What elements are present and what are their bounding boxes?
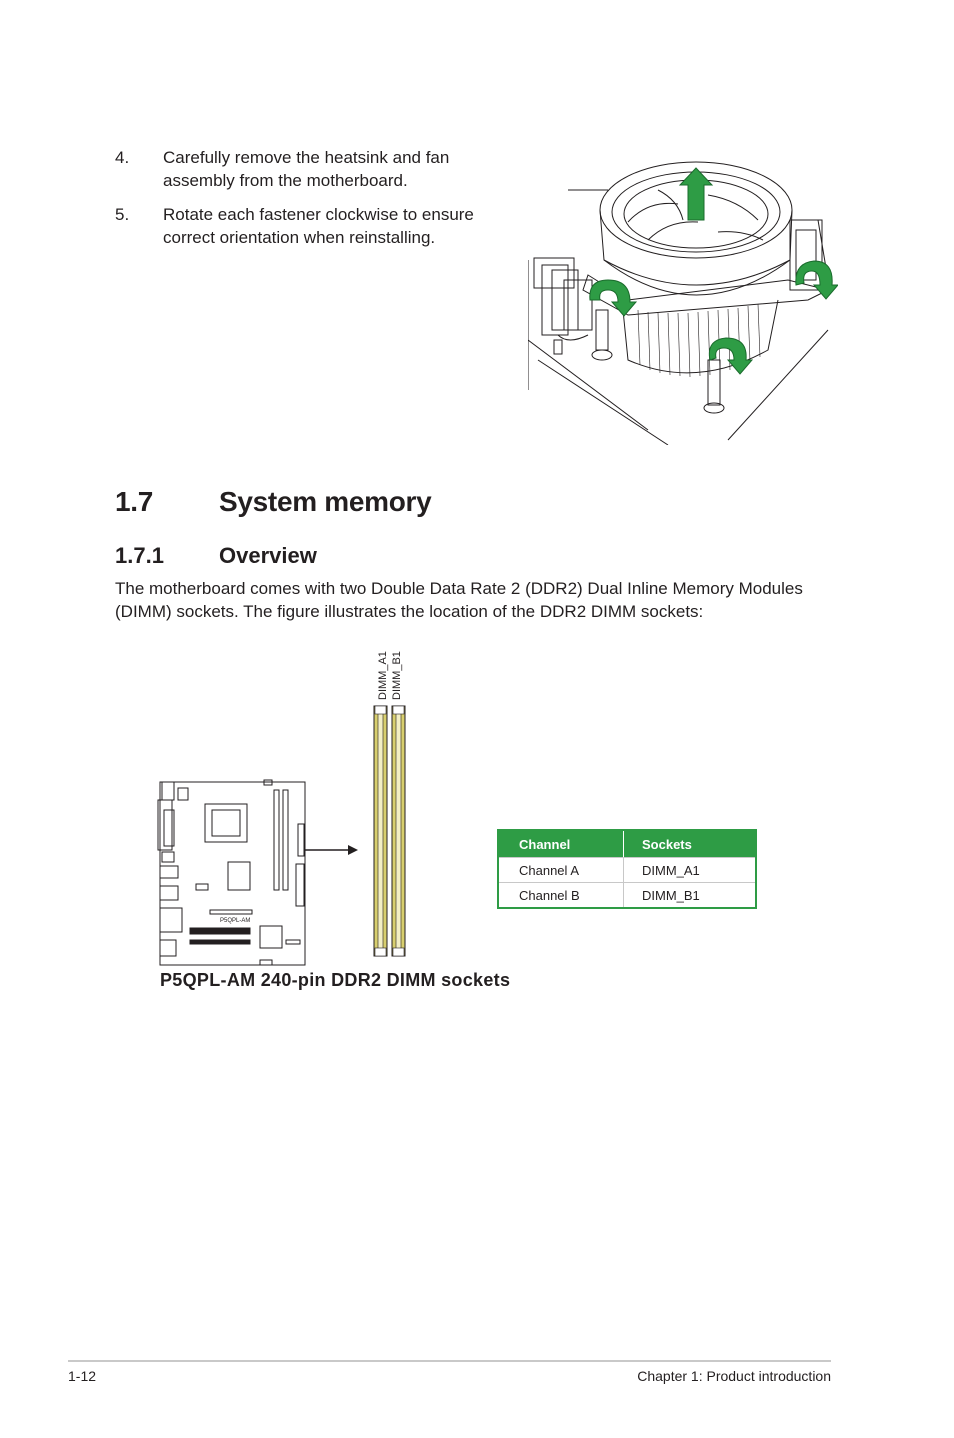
table-row [499, 882, 755, 907]
step-number: 4. [115, 148, 130, 167]
page-number: 1-12 [68, 1368, 97, 1384]
section-number: 1.7 [115, 486, 154, 517]
table-cell: DIMM_B1 [642, 887, 700, 903]
table-header-channel: Channel [499, 831, 624, 857]
heatsink-removal-illustration [528, 160, 838, 445]
slot-label-b1: DIMM_B1 [391, 651, 403, 700]
subsection-title: Overview [219, 543, 317, 568]
table-row [499, 857, 755, 882]
chapter-title: Chapter 1: Product introduction [637, 1368, 831, 1384]
table-cell: DIMM_A1 [642, 862, 700, 878]
step-text: Carefully remove the heatsink and fan assembly from the motherboard. [163, 148, 450, 190]
dimm-slot-b1 [392, 706, 405, 956]
overview-paragraph: The motherboard comes with two Double Data Rate 2 (DDR2) Dual Inline Memory Modules (DIMM) sockets. The figure illustrates the location of the DDR2 DIMM sockets: [115, 579, 803, 621]
footer-divider [68, 1360, 831, 1362]
table-cell: Channel B [499, 883, 624, 907]
table-header-sockets: Sockets [642, 836, 692, 852]
slot-label-a1: DIMM_A1 [377, 651, 389, 700]
section-title: System memory [219, 486, 432, 517]
figure-caption: P5QPL-AM 240-pin DDR2 DIMM sockets [160, 970, 511, 990]
subsection-number: 1.7.1 [115, 543, 164, 568]
board-label: P5QPL-AM [220, 918, 251, 924]
table-cell: Channel A [499, 858, 624, 882]
motherboard-dimm-figure [150, 640, 540, 970]
dimm-slot-a1 [374, 706, 387, 956]
table-header-row [499, 831, 755, 857]
step-number: 5. [115, 205, 130, 224]
step-text: Rotate each fastener clockwise to ensure correct orientation when reinstalling. [163, 205, 474, 247]
channel-socket-table [497, 829, 757, 909]
